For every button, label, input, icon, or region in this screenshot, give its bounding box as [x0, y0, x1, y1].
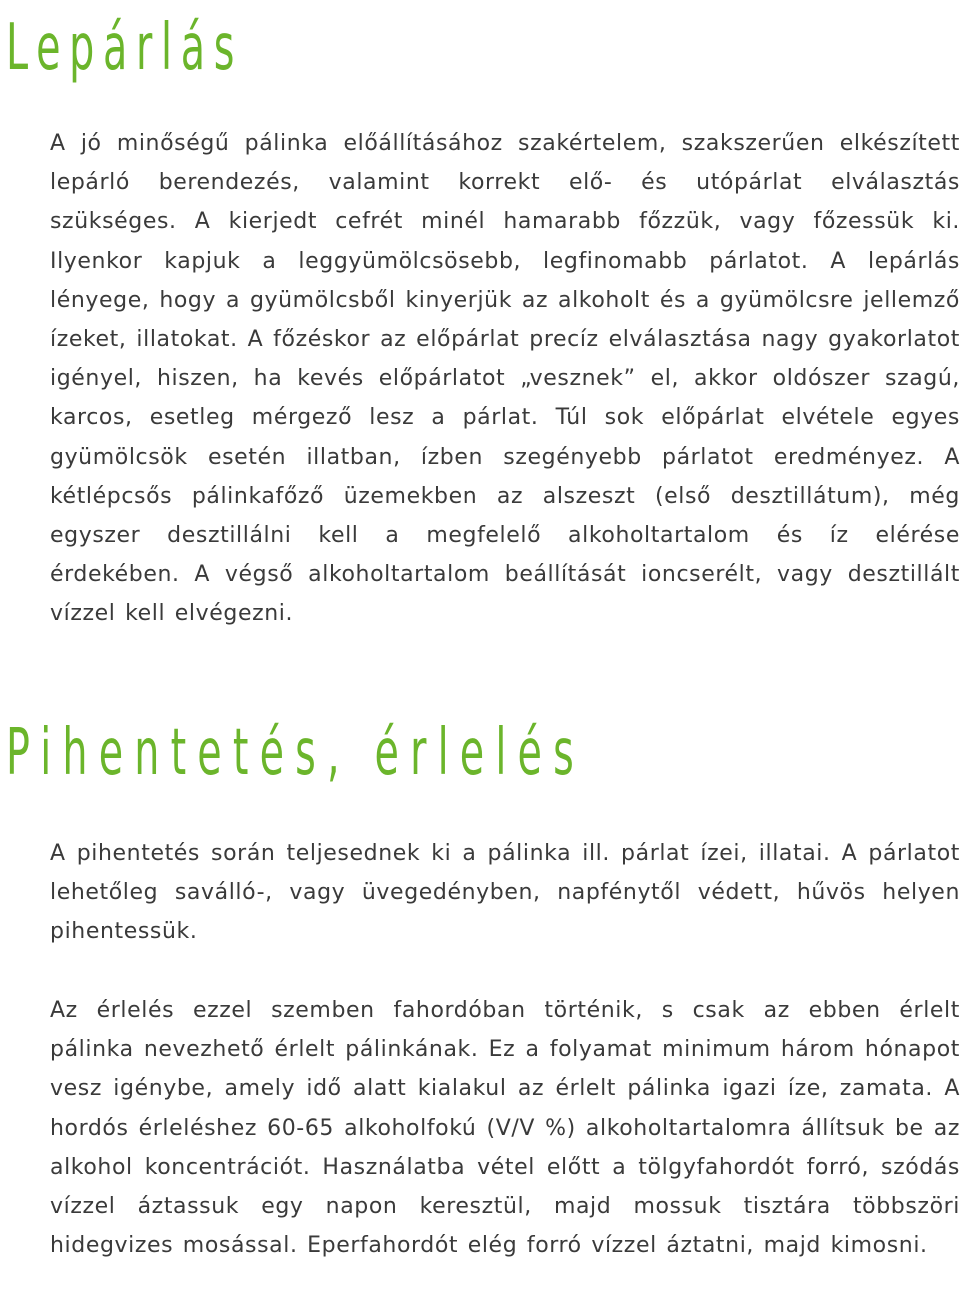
section-title-leparlas: Lepárlás [6, 11, 244, 85]
paragraph-leparlas: A jó minőségű pálinka előállításához szakértelem, szakszerűen elkészített lepárló berendezés, valamint korrekt elő- és utópárlat elválasztás szükséges. A kierjedt cefrét minél hamarabb főzzük, vagy főzessük ki. Ilyenkor kapjuk a leggyümölcsösebb, legfinomabb párlatot. A lepárlás lényege, hogy a gyümölcsből kinyerjük az alkoholt és a gyümölcsre jellemző ízeket, illatokat. A főzéskor az előpárlat precíz elválasztása nagy gyakorlatot igényel, hiszen, ha kevés előpárlatot „vesznek” el, akkor oldószer szagú, karcos, esetleg mérgező lesz a párlat. Túl sok előpárlat elvétele egyes gyümölcsök esetén illatban, ízben szegényebb párlatot eredményez. A kétlépcsős pálinkafőző üzemekben az alszeszt (első desztillátum), még egyszer desztillálni kell a megfelelő alkoholtartalom és íz elérése érdekében. A végső alkoholtartalom beállítását ioncserélt, vagy desztillált vízzel kell elvégezni. [50, 131, 960, 627]
paragraph-erleles: Az érlelés ezzel szemben fahordóban történik, s csak az ebben érlelt pálinka nevezhető érlelt pálinkának. Ez a folyamat minimum három hónapot vesz igénybe, amely idő alatt kialakul az érlelt pálinka igazi íze, zamata. A hordós érleléshez 60-65 alkoholfokú (V/V %) alkoholtartalomra állítsuk be az alkohol koncentrációt. Használatba vétel előtt a tölgyfahordót forró, szódás vízzel áztassuk egy napon keresztül, majd mossuk tisztára többszöri hidegvizes mosással. Eperfahordót elég forró vízzel áztatni, majd kimosni. [50, 998, 960, 1259]
section-title-pihentetes-erleles: Pihentetés, érlelés [6, 716, 585, 790]
paragraph-pihentetes: A pihentetés során teljesednek ki a pálinka ill. párlat ízei, illatai. A párlatot lehetőleg saválló-, vagy üvegedényben, napfénytől védett, hűvös helyen pihentessük. [50, 841, 960, 945]
